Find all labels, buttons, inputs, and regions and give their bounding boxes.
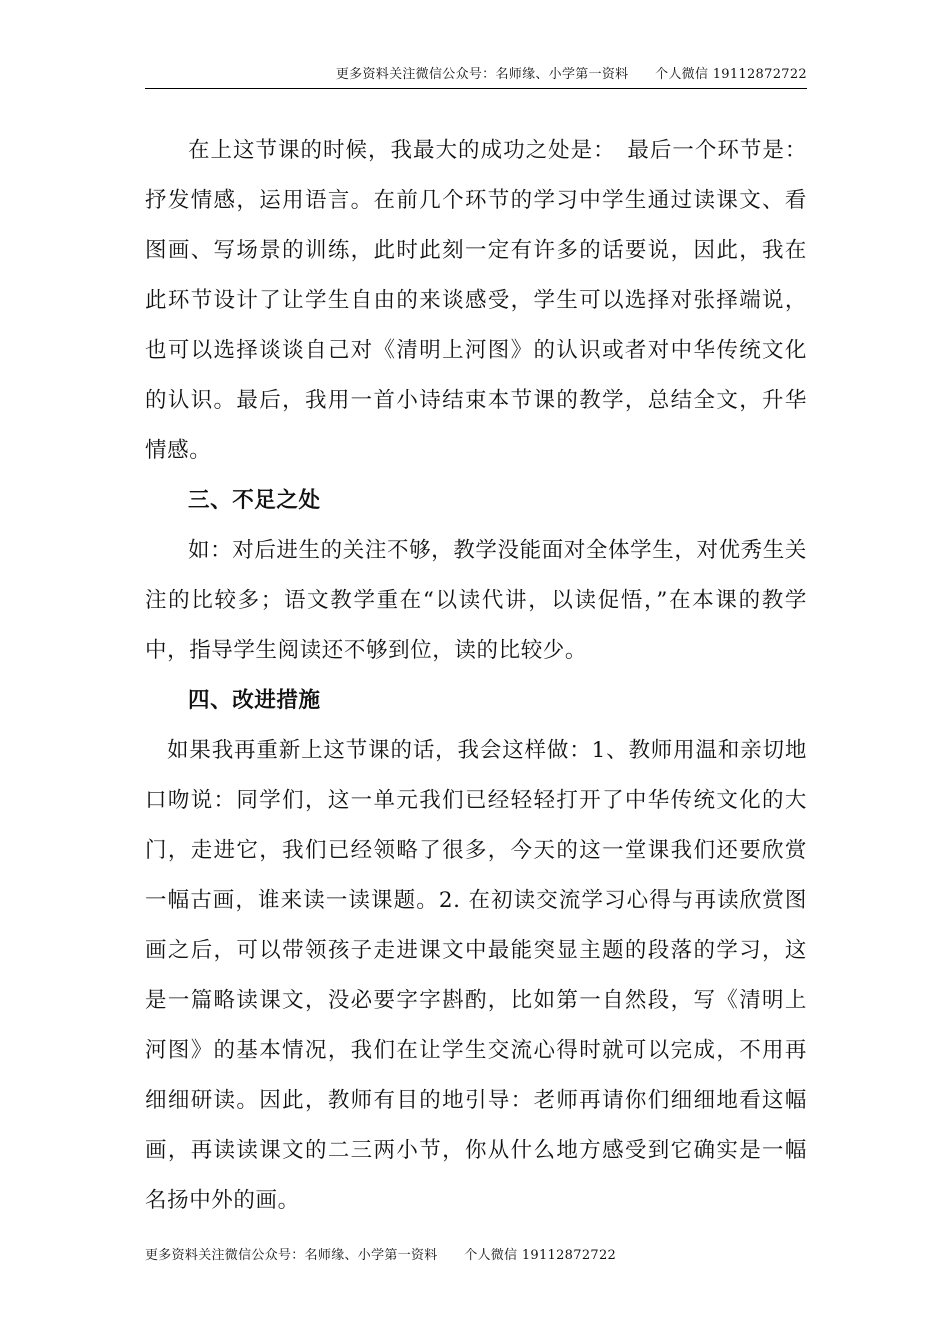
paragraph-shortcomings: 如：对后进生的关注不够，教学没能面对全体学生，对优秀生关注的比较多；语文教学重在“以读代讲，以读促悟，”在本课的教学中，指导学生阅读还不够到位，读的比较少。 (145, 538, 807, 663)
paragraph-success: 在上这节课的时候，我最大的成功之处是： 最后一个环节是：抒发情感，运用语言。在前几个环节的学习中学生通过读课文、看图画、写场景的训练，此时此刻一定有许多的话要说，因此，我在此环节设计了让学生自由的来谈感受，学生可以选择对张择端说，也可以选择谈谈自己对《清明上河图》的认识或者对中华传统文化的认识。最后，我用一首小诗结束本节课的教学，总结全文，升华情感。 (145, 138, 807, 463)
document-body (145, 126, 807, 1226)
heading-improvements: 四、改进措施 (188, 688, 321, 713)
paragraph-improvements: 如果我再重新上这节课的话，我会这样做：1、教师用温和亲切地口吻说：同学们，这一单元我们已经轻轻打开了中华传统文化的大门，走进它，我们已经领略了很多，今天的这一堂课我们还要欣赏一幅古画，谁来读一读课题。2. 在初读交流学习心得与再读欣赏图画之后，可以带领孩子走进课文中最能突显主题的段落的学习，这是一篇略读课文，没必要字字斟酌，比如第一自然段，写《清明上河图》的基本情况，我们在让学生交流心得时就可以完成，不用再细细研读。因此，教师有目的地引导：老师再请你们细细地看这幅画，再读读课文的二三两小节，你从什么地方感受到它确实是一幅名扬中外的画。 (145, 738, 807, 1213)
page-footer: 更多资料关注微信公众号：名师缘、小学第一资料 个人微信 19112872722 (145, 1248, 617, 1263)
heading-shortcomings: 三、不足之处 (188, 488, 321, 513)
page-header: 更多资料关注微信公众号：名师缘、小学第一资料 个人微信 19112872722 (335, 67, 807, 82)
header-divider (145, 88, 807, 89)
